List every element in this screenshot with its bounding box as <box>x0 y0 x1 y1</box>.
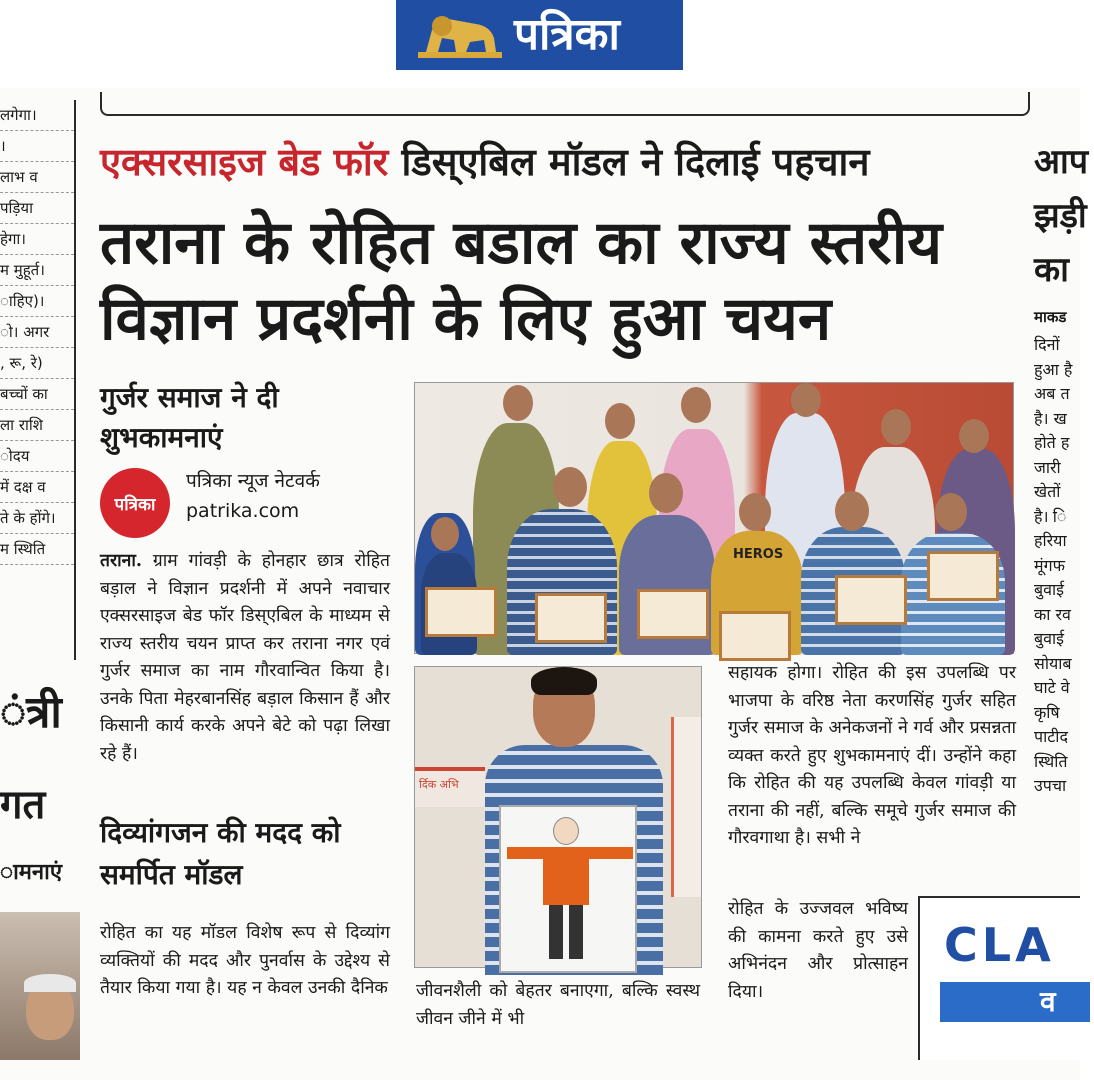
left-snippet: ते के होंगे। <box>0 507 74 534</box>
photo-head <box>649 473 683 513</box>
left-portrait-photo <box>0 912 80 1060</box>
photo-standee <box>671 717 701 897</box>
paragraph-text: ग्राम गांवड़ी के होनहार छात्र रोहित बड़ाल ने विज्ञान प्रदर्शनी में अपने नवाचार एक्सरसाइज बेड फॉर डिस्एबिल के माध्यम से राज्य स्तरीय चयन प्राप्त कर तराना नगर एवं गुर्जर समाज का नाम गौरवान्वित किया है। उनके पिता मेहरबानसिंह बड़ाल किसान हैं और किसानी कार्य करके अपने बेटे को पढ़ा लिखा रहे हैं। <box>100 551 390 764</box>
right-heading-fragment: आप <box>1034 142 1089 182</box>
group-photo <box>414 382 1014 654</box>
left-snippet: म स्थिति <box>0 538 74 565</box>
left-heading-fragment: गत <box>0 782 46 828</box>
left-snippet: । <box>0 135 74 162</box>
right-line: कृषि <box>1034 702 1060 722</box>
left-snippet: लगेगा। <box>0 104 74 131</box>
photo-banner: र्दिक अभि <box>415 767 485 807</box>
photo-head <box>503 385 533 421</box>
student-model-photo <box>414 666 702 968</box>
subhead-line: शुभकामनाएं <box>100 421 223 454</box>
kicker-black-text: डिस्एबिल मॉडल ने दिलाई पहचान <box>401 140 870 184</box>
article-paragraph: सहायक होगा। रोहित की इस उपलब्धि पर भाजपा के वरिष्ठ नेता करणसिंह गुर्जर सहित गुर्जर समाज के अनेकजनों ने गर्व और प्रसन्नता व्यक्त करते हुए शुभकामनाएं दीं। उन्होंने कहा कि रोहित की यह उपलब्धि केवल गांवड़ी या तराना की नहीं, बल्कि समूचे गुर्जर समाज की गौरवगाथा है। सभी ने <box>728 663 1016 848</box>
certificate <box>637 589 709 639</box>
left-snippet: लाभ व <box>0 166 74 193</box>
photo-head <box>881 409 911 445</box>
left-snippet: ला राशि <box>0 414 74 441</box>
right-line: मूंगफ <box>1034 555 1065 575</box>
right-heading-fragment: का <box>1034 250 1069 290</box>
photo-head <box>431 517 459 551</box>
top-rule <box>100 92 1030 116</box>
article-paragraph: रोहित के उज्जवल भविष्य की कामना करते हुए उसे अभिनंदन और प्रोत्साहन दिया। <box>728 899 908 1002</box>
left-subheading-fragment: ामनाएं <box>0 860 62 885</box>
right-line: दिनों <box>1034 335 1060 354</box>
ad-title: CLA <box>944 918 1055 972</box>
right-line: होते ह <box>1034 433 1070 452</box>
article-midhead: दिव्यांगजन की मदद को समर्पित मॉडल <box>100 816 341 891</box>
left-snippet: म मुहूर्त। <box>0 259 74 286</box>
dateline: तराना. <box>100 551 143 571</box>
right-line: खेतों <box>1034 482 1061 501</box>
right-line: स्थिति <box>1034 751 1068 771</box>
right-line: अब त <box>1034 384 1070 403</box>
model-body <box>543 847 589 905</box>
right-line: का रव <box>1034 604 1071 624</box>
right-line: सोयाब <box>1034 653 1072 673</box>
certificate <box>719 611 791 661</box>
left-column-snippets <box>0 100 76 660</box>
ad-bar: व <box>940 982 1090 1022</box>
right-author: माकड <box>1034 308 1067 326</box>
model-legs <box>549 905 583 959</box>
photo-head <box>835 491 869 531</box>
certificate <box>535 593 607 643</box>
portrait-hair <box>24 974 76 992</box>
right-line: जारी <box>1034 457 1061 477</box>
tshirt-text: HEROS <box>733 547 784 562</box>
left-snippet: में दक्ष व <box>0 476 74 503</box>
right-line: हरिया <box>1034 531 1067 550</box>
article-paragraph: जीवनशैली को बेहतर बनाएगा, बल्कि स्वस्थ जीवन जीने में भी <box>416 981 700 1029</box>
article-kicker <box>100 135 869 187</box>
photo-head <box>553 467 587 507</box>
classified-ad <box>918 896 1080 1060</box>
exercise-bed-model <box>499 805 637 973</box>
photo-head <box>935 493 967 531</box>
right-column-snippets <box>1034 135 1094 865</box>
masthead-brand: पत्रिका <box>514 9 620 60</box>
left-snippet: , रू, रे) <box>0 352 74 379</box>
right-line: बुवाई <box>1034 580 1065 599</box>
photo-head <box>791 383 821 417</box>
byline <box>186 466 320 526</box>
byline-agency: पत्रिका न्यूज नेटवर्क <box>186 470 320 492</box>
left-heading-fragment: ंत्री <box>0 687 62 738</box>
student-hair <box>531 667 597 695</box>
kicker-red-text: एक्सरसाइज बेड फॉर <box>100 140 389 184</box>
certificate <box>927 551 999 601</box>
right-line: उपचा <box>1034 776 1067 795</box>
headline-line: विज्ञान प्रदर्शनी के लिए हुआ चयन <box>100 284 832 354</box>
headline-line: तराना के रोहित बडाल का राज्य स्तरीय <box>100 208 943 278</box>
article-subhead <box>100 378 279 458</box>
left-snippet: बच्चों का <box>0 383 74 410</box>
photo-head <box>739 493 771 531</box>
photo-head <box>681 387 711 423</box>
model-head <box>553 817 579 845</box>
right-line: घाटे वे <box>1034 678 1070 697</box>
right-line: है। ख <box>1034 408 1067 428</box>
subhead-line: गुर्जर समाज ने दी <box>100 381 279 414</box>
article-paragraph: रोहित का यह मॉडल विशेष रूप से दिव्यांग व्यक्तियों की मदद और पुनर्वास के उद्देश्य से तैयार किया गया है। यह न केवल उनकी दैनिक <box>100 923 390 998</box>
right-heading-fragment: झड़ी <box>1034 196 1087 236</box>
article-paragraph <box>100 548 390 768</box>
right-line: बुवाई <box>1034 629 1065 648</box>
certificate <box>425 587 497 637</box>
patrika-logo-icon: पत्रिका <box>100 468 170 538</box>
right-text-lines <box>1034 333 1094 799</box>
photo-head <box>605 403 635 439</box>
left-snippet: पड़िया <box>0 197 74 224</box>
left-snippet: ोदय <box>0 445 74 472</box>
certificate <box>835 575 907 625</box>
right-line: पाटीद <box>1034 727 1068 746</box>
lion-logo-icon <box>414 8 506 62</box>
left-snippet: ो। अगर <box>0 321 74 348</box>
article-headline <box>100 205 1030 357</box>
left-snippet: ाहिए)। <box>0 290 74 317</box>
photo-head <box>959 419 989 453</box>
byline-site: patrika.com <box>186 500 300 522</box>
masthead-banner <box>396 0 683 70</box>
left-snippet: हेगा। <box>0 228 74 255</box>
right-line: हुआ है <box>1034 359 1073 379</box>
right-line: है। ि <box>1034 506 1067 526</box>
